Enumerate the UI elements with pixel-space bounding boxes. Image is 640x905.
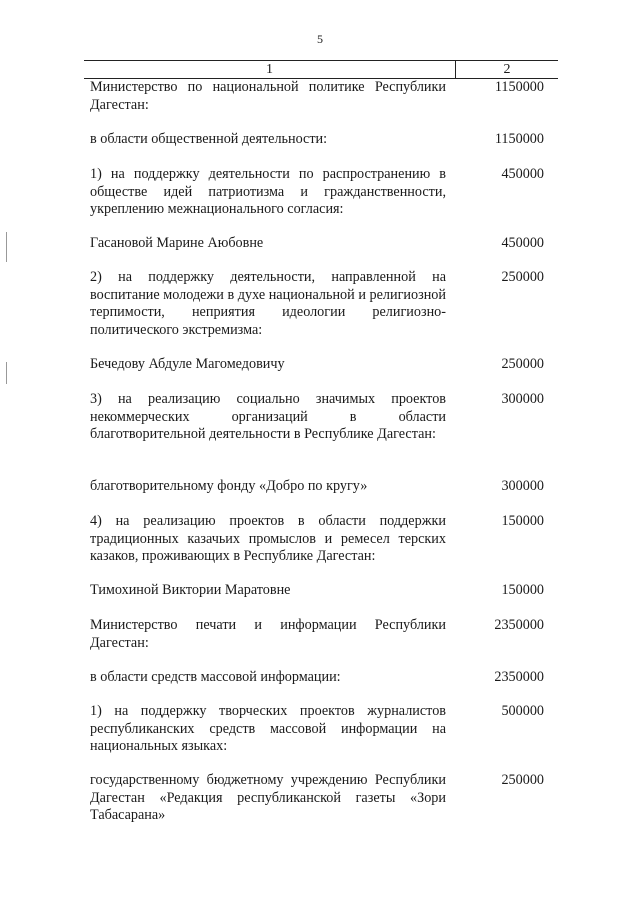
column-header-1: 1: [84, 61, 456, 78]
table-row: [84, 582, 558, 600]
row-description: благотворительному фонду «Добро по кругу»: [90, 478, 368, 494]
row-amount: 500000: [501, 703, 544, 719]
table-row: [84, 269, 558, 339]
row-amount: 250000: [501, 269, 544, 285]
row-amount: 2350000: [494, 669, 544, 685]
table-row: [84, 772, 558, 825]
row-amount: 450000: [501, 235, 544, 251]
funding-table: [84, 60, 558, 823]
row-amount: 450000: [501, 166, 544, 182]
row-description: Бечедову Абдуле Магомедовичу: [90, 356, 285, 372]
margin-mark: [6, 232, 7, 262]
page-number: 5: [317, 32, 323, 46]
table-row: [84, 166, 558, 219]
row-description: 4) на реализацию проектов в области поддержки традиционных казачьих промыслов и ремесел терских казаков, проживающих в Республике Дагестан:: [90, 513, 446, 564]
row-amount: 300000: [501, 478, 544, 494]
table-row: [84, 478, 558, 496]
margin-mark: [6, 362, 7, 384]
table-row: [84, 617, 558, 652]
row-description: в области средств массовой информации:: [90, 669, 341, 685]
row-amount: 150000: [501, 582, 544, 598]
table-row: [84, 235, 558, 253]
table-row: [84, 79, 558, 114]
row-amount: 1150000: [494, 131, 544, 147]
row-description: государственному бюджетному учреждению Республики Дагестан «Редакция республиканской газеты «Зори Табасарана»: [90, 772, 446, 823]
row-amount: 2350000: [494, 617, 544, 633]
table-row: [84, 513, 558, 566]
row-amount: 1150000: [494, 79, 544, 95]
row-amount: 150000: [501, 513, 544, 529]
row-amount: 250000: [501, 356, 544, 372]
table-row: [84, 703, 558, 756]
column-header-2: 2: [503, 62, 511, 77]
row-description: 1) на поддержку творческих проектов журналистов республиканских средств массовой информации на национальных языках:: [90, 703, 446, 754]
table-row: [84, 391, 558, 444]
row-description: 1) на поддержку деятельности по распространению в обществе идей патриотизма и гражданственности, укреплению межнационального согласия:: [90, 166, 446, 217]
row-description: Тимохиной Виктории Маратовне: [90, 582, 291, 598]
table-header-row: [84, 60, 558, 79]
table-row: [84, 131, 558, 149]
row-amount: 300000: [501, 391, 544, 407]
row-description: Министерство печати и информации Республики Дагестан:: [90, 617, 446, 651]
row-description: в области общественной деятельности:: [90, 131, 328, 147]
table-row: [84, 669, 558, 687]
row-description: 2) на поддержку деятельности, направленной на воспитание молодежи в духе национальной и религиозной терпимости, неприятия идеологии религиозно-политического экстремизма:: [90, 269, 446, 338]
row-description: Гасановой Марине Аюбовне: [90, 235, 264, 251]
row-description: 3) на реализацию социально значимых проектов некоммерческих организаций в области благотворительной деятельности в Республике Дагестан:: [90, 391, 446, 442]
row-amount: 250000: [501, 772, 544, 788]
table-row: [84, 356, 558, 374]
row-description: Министерство по национальной политике Республики Дагестан:: [90, 79, 446, 113]
